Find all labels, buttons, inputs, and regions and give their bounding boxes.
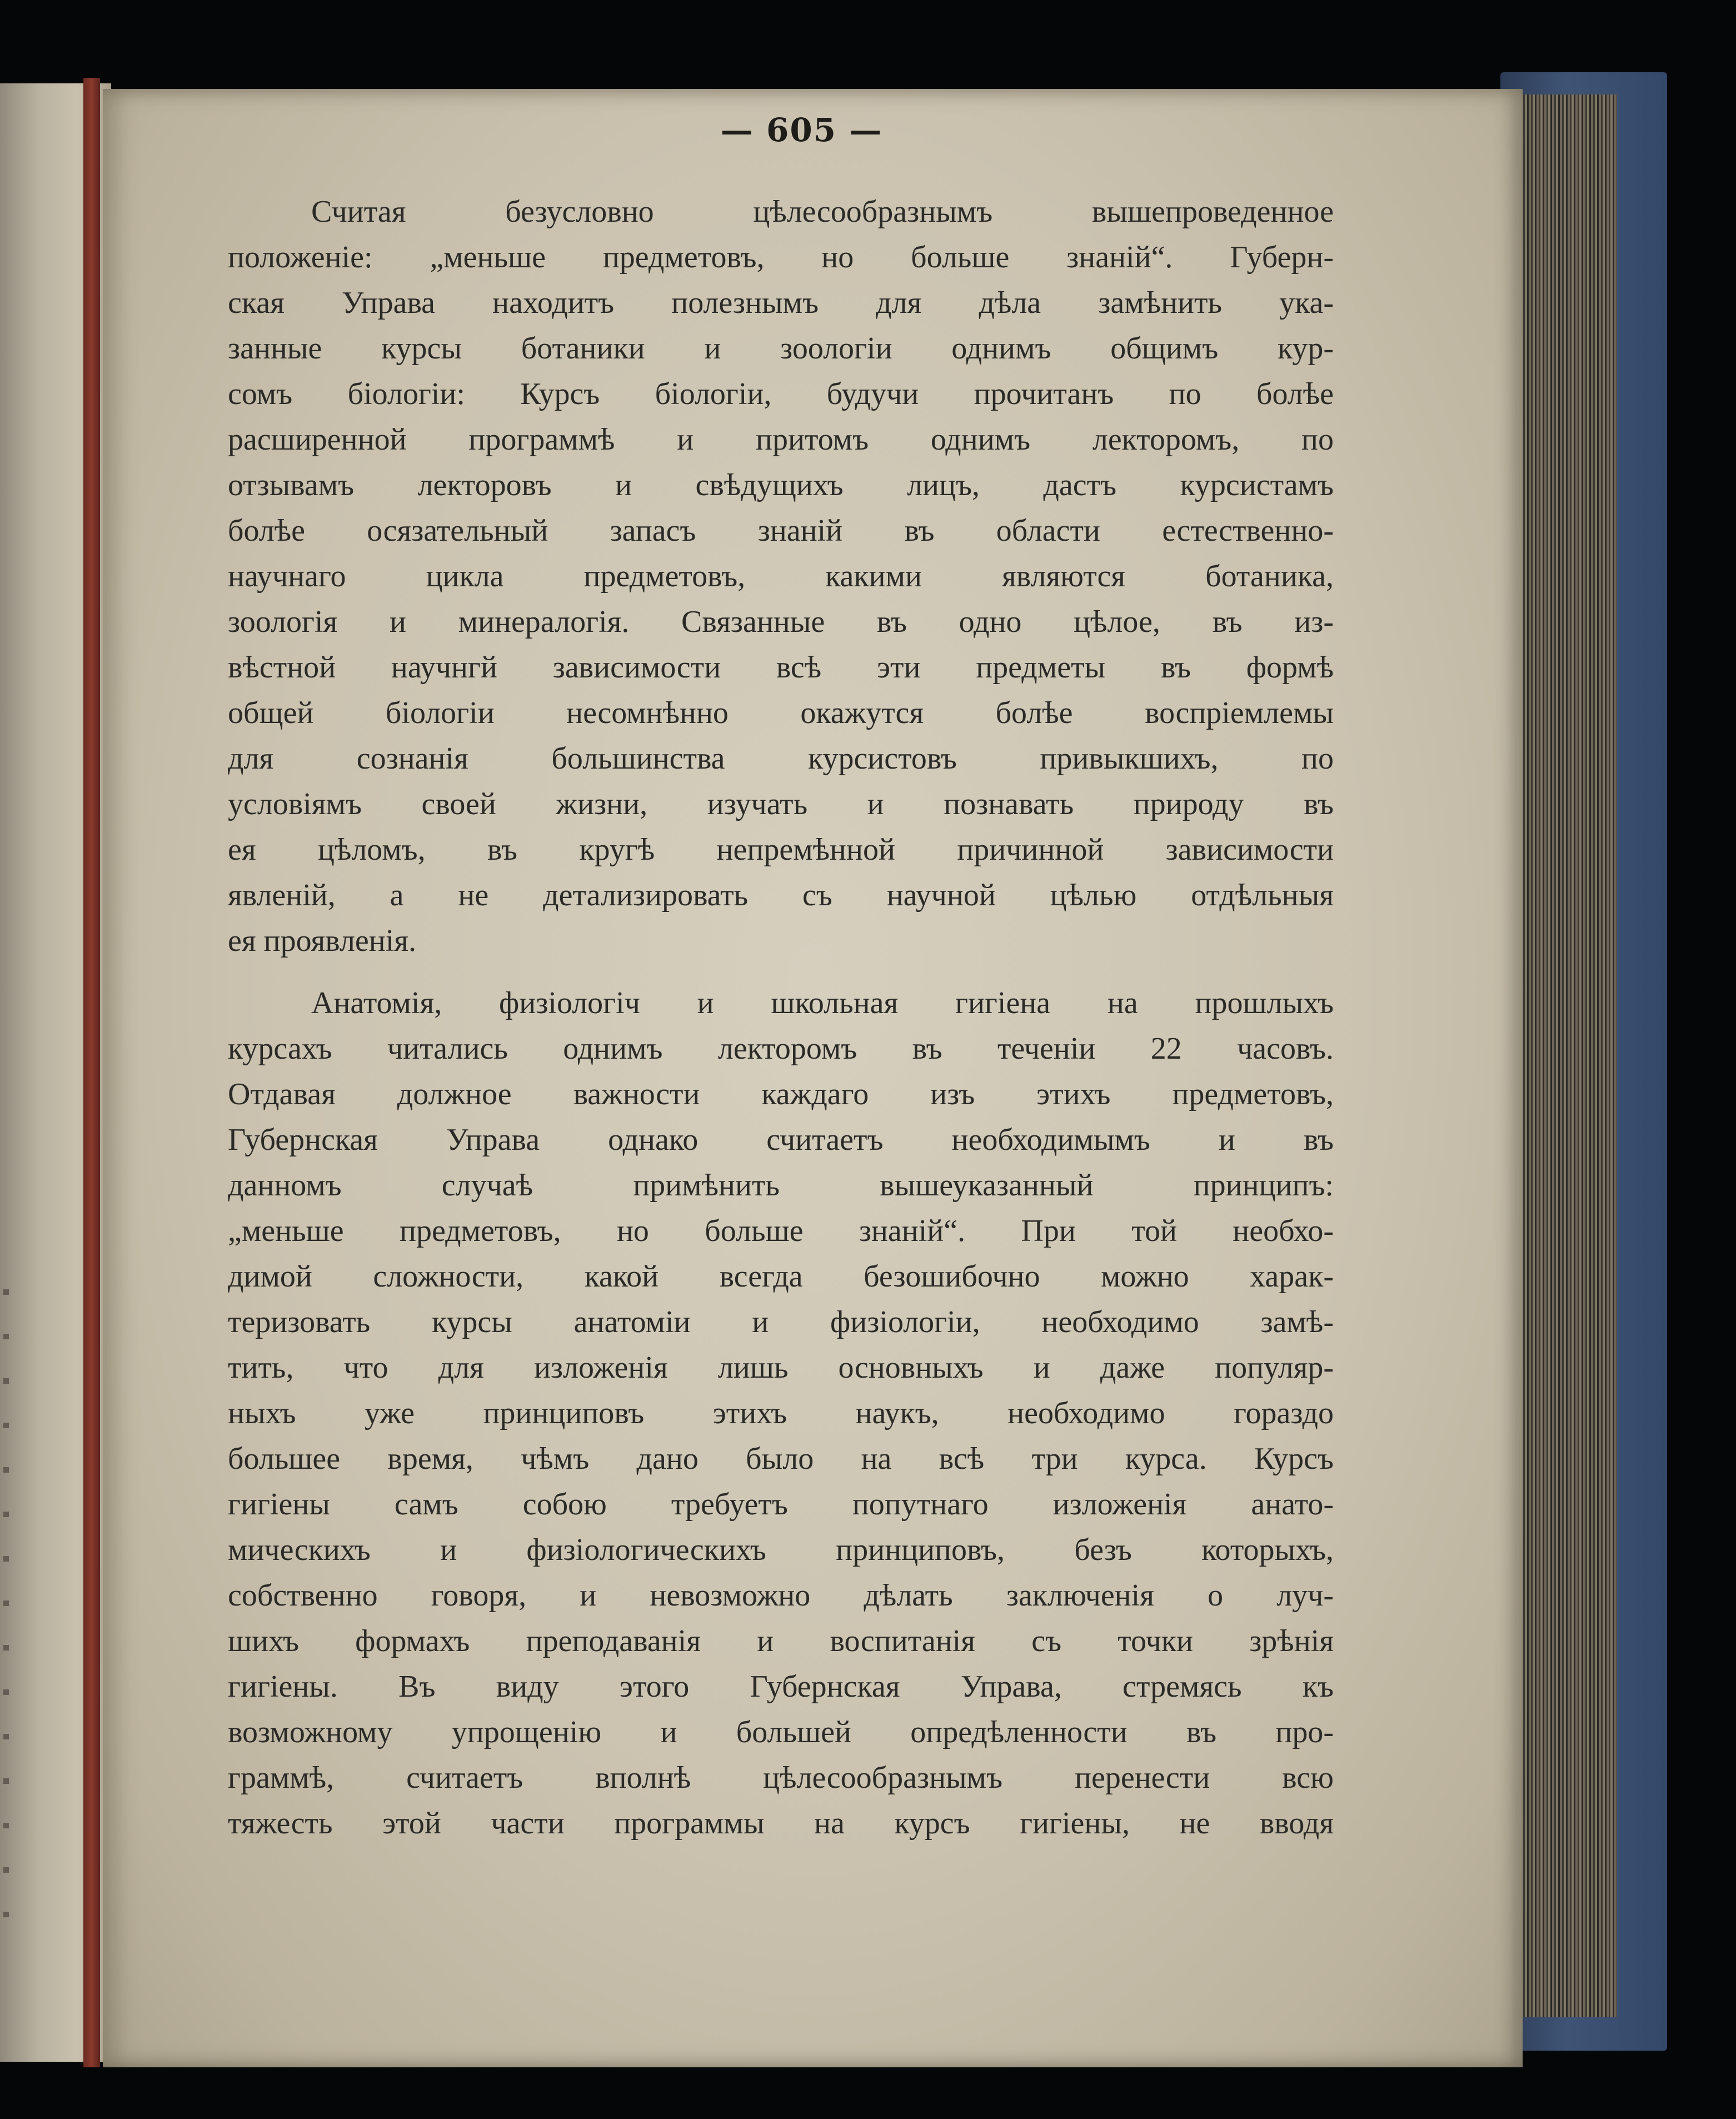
paragraph-1 [228, 189, 1334, 964]
text-line: расширенной программѣ и притомъ однимъ лекторомъ, по [228, 422, 1334, 457]
text-line: Считая безусловно цѣлесообразнымъ вышепроведенное [311, 195, 1334, 229]
text-line: граммѣ, считаетъ вполнѣ цѣлесообразнымъ перенести всю [228, 1761, 1334, 1795]
text-line: „меньше предметовъ, но больше знаній“. При той необхо- [228, 1214, 1334, 1248]
text-line: курсахъ читались однимъ лекторомъ въ теченіи 22 часовъ. [228, 1031, 1334, 1066]
paragraph-2 [228, 980, 1334, 1846]
text-line: Отдавая должное важности каждаго изъ этихъ предметовъ, [228, 1077, 1334, 1111]
text-line: тяжесть этой части программы на курсъ гигіены, не вводя [228, 1806, 1334, 1841]
page-number: — 605 — [720, 111, 883, 149]
text-line: ея цѣломъ, въ кругѣ непремѣнной причинной зависимости [228, 832, 1334, 867]
text-line: ныхъ уже принциповъ этихъ наукъ, необходимо гораздо [228, 1396, 1334, 1430]
text-line: зоологія и минералогія. Связанные въ одно цѣлое, въ из- [228, 605, 1334, 639]
text-line: шихъ формахъ преподаванія и воспитанія съ точки зрѣнія [228, 1624, 1334, 1658]
text-line: отзывамъ лекторовъ и свѣдущихъ лицъ, дастъ курсистамъ [228, 468, 1334, 502]
text-line: ская Управа находитъ полезнымъ для дѣла замѣнить ука- [228, 286, 1334, 320]
text-line: теризовать курсы анатоміи и физіологіи, необходимо замѣ- [228, 1305, 1334, 1339]
text-line: сомъ біологіи: Курсъ біологіи, будучи прочитанъ по болѣе [228, 377, 1334, 411]
text-line: Губернская Управа однако считаетъ необходимымъ и въ [228, 1123, 1334, 1157]
text-line: для сознанія большинства курсистовъ привыкшихъ, по [228, 741, 1334, 776]
text-line: болѣе осязательный запасъ знаній въ области естественно- [228, 513, 1334, 548]
paragraph-gap [228, 964, 1334, 980]
text-line: возможному упрощенію и большей опредѣленности въ про- [228, 1715, 1334, 1749]
text-line: тить, что для изложенія лишь основныхъ и даже популяр- [228, 1350, 1334, 1385]
text-line: занные курсы ботаники и зоологіи однимъ общимъ кур- [228, 331, 1334, 366]
text-line: гигіены самъ собою требуетъ попутнаго изложенія анато- [228, 1487, 1334, 1522]
text-line: общей біологіи несомнѣнно окажутся болѣе воспріемлемы [228, 696, 1334, 730]
text-line: гигіены. Въ виду этого Губернская Управа, стремясь къ [228, 1669, 1334, 1704]
text-line: научнаго цикла предметовъ, какими являются ботаника, [228, 559, 1334, 594]
text-line: вѣстной научнгй зависимости всѣ эти предметы въ формѣ [228, 650, 1334, 685]
margin-marks [3, 1250, 9, 1917]
text-line: данномъ случаѣ примѣнить вышеуказанный принципъ: [228, 1168, 1334, 1203]
text-line: мическихъ и физіологическихъ принциповъ, безъ которыхъ, [228, 1533, 1334, 1567]
text-line: большее время, чѣмъ дано было на всѣ три курса. Курсъ [228, 1442, 1334, 1476]
text-line: ея проявленія. [228, 924, 417, 958]
text-line: димой сложности, какой всегда безошибочно можно харак- [228, 1259, 1334, 1294]
page-text [228, 189, 1334, 1846]
text-line: собственно говоря, и невозможно дѣлать заключенія о луч- [228, 1578, 1334, 1613]
text-line: Анатомія, физіологіч и школьная гигіена на прошлыхъ [311, 986, 1334, 1020]
text-line: положеніе: „меньше предметовъ, но больше знаній“. Губерн- [228, 240, 1334, 275]
left-cover-edge [83, 78, 100, 2067]
text-line: явленій, а не детализировать съ научной цѣлью отдѣльныя [228, 878, 1334, 913]
text-line: условіямъ своей жизни, изучать и познавать природу въ [228, 787, 1334, 821]
page-edges-stack [1511, 94, 1617, 2017]
